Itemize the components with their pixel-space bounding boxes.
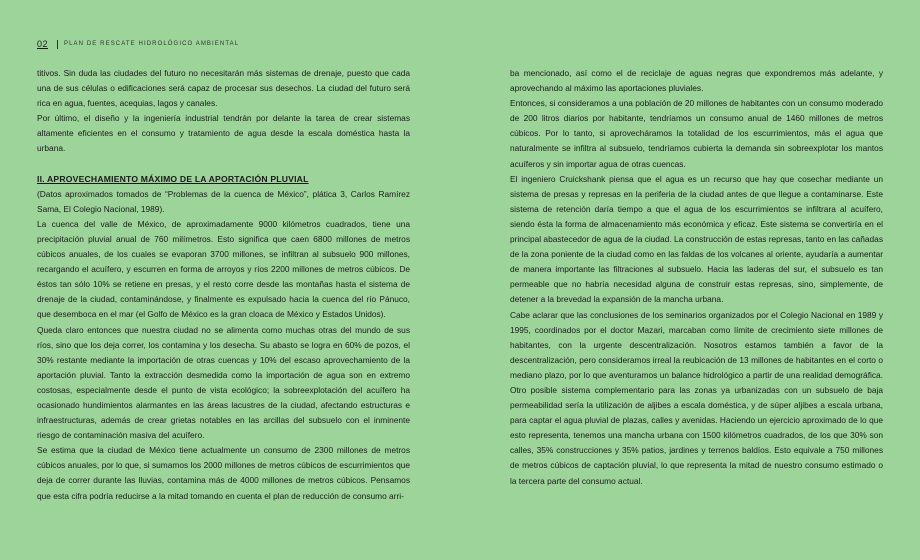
page-header	[37, 38, 239, 50]
left-text-column	[37, 66, 410, 504]
right-text-column	[510, 66, 883, 489]
paragraph: La cuenca del valle de México, de aproximadamente 9000 kilómetros cuadrados, tiene una precipitación pluvial anual de 760 milímetros. Esto significa que caen 6800 millones de metros cúbicos anuales, de los cuales se evaporan 3700 millones, se infiltran al subsuelo 900 millones, recargando el acuífero, y escurren en forma de arroyos y ríos 2200 millones de metros cúbicos. De éstos tan sólo 10% se retiene en presas, y el resto corre desde las montañas hasta el sistema de drenaje de la ciudad, contaminándose, y finalmente es expulsado hacia la cuenca del río Pánuco, que desemboca en el mar (el Golfo de México es la gran cloaca de México y Estados Unidos).	[37, 218, 410, 320]
paragraph: Queda claro entonces que nuestra ciudad no se alimenta como muchas otras del mundo de sus ríos, sino que los deja correr, los contamina y los desecha. Su abasto se logra en 60% de pozos, el 30% restante mediante la importación de otras cuencas y 10% del escaso aprovechamiento de la aportación pluvial. Tanto la extracción desmedida como la importación de agua son en extremo costosas, especialmente desde el punto de vista ecológico; la sobreexplotación del acuífero ha ocasionado hundimientos alarmantes en las áreas lacustres de la ciudad, afectando estructuras e infraestructuras, además de crear grietas notables en las arcillas del subsuelo con el inminente riesgo de contaminación masiva del acuífero.	[37, 324, 410, 441]
running-title: PLAN DE RESCATE HIDROLÓGICO AMBIENTAL	[64, 41, 240, 47]
paragraph: (Datos aproximados tomados de “Problemas de la cuenca de México”, plática 3, Carlos Ramírez Sama, El Colegio Nacional, 1989).	[37, 188, 410, 214]
paragraph: Entonces, si consideramos a una población de 20 millones de habitantes con un consumo moderado de 200 litros diarios por habitante, tendríamos un consumo anual de 1460 millones de metros cúbicos. Por lo tanto, si aprovecháramos la totalidad de los escurrimientos, más el agua que naturalmente se infiltra al subsuelo, tendríamos cubierta la demanda sin sobreexplotar los mantos acuíferos y sin importar agua de otras cuencas.	[510, 98, 883, 169]
paragraph: Se estima que la ciudad de México tiene actualmente un consumo de 2300 millones de metros cúbicos anuales, por lo que, si sumamos los 2000 millones de metros cúbicos de escurrimientos que deja de correr durante las lluvias, contamina más de 4000 millones de metros cúbicos. Pensamos que esta cifra podría reducirse a la mitad tomando en cuenta el plan de reducción de consumo arri-	[37, 445, 410, 501]
header-divider	[57, 40, 58, 49]
paragraph: Por último, el diseño y la ingeniería industrial tendrán por delante la tarea de crear sistemas altamente eficientes en el consumo y tratamiento de agua desde la escala doméstica hasta la urbana.	[37, 113, 410, 154]
paragraph: titivos. Sin duda las ciudades del futuro no necesitarán más sistemas de drenaje, puesto que cada una de sus células o edificaciones será capaz de procesar sus desechos. La ciudad del futuro será rica en agua, fuentes, acequias, lagos y canales.	[37, 68, 410, 109]
section-heading-text: II. APROVECHAMIENTO MÁXIMO DE LA APORTACIÓN PLUVIAL	[37, 173, 309, 184]
paragraph: Cabe aclarar que las conclusiones de los seminarios organizados por el Colegio Nacional en 1989 y 1995, coordinados por el doctor Mazari, marcaban como límite de crecimiento siete millones de habitantes, con la urgente descentralización. Nosotros estamos también a favor de la descentralización, pero consideramos irreal la reubicación de 13 millones de habitantes en el corto o mediano plazo, por lo que aventuramos un balance hidrológico a partir de una realidad demográfica. Otro posible sistema complementario para las zonas ya urbanizadas con un subsuelo de baja permeabilidad sería la utilización de aljibes a escala doméstica, y de súper aljibes a escala urbana, para captar el agua pluvial de plazas, calles y avenidas. Haciendo un ejercicio aproximado de lo que esto representa, tenemos una mancha urbana con 1500 kilómetros cuadrados, de los que 30% son calles, 35% construcciones y 35% patios, jardines y terrenos baldíos. Esto equivale a 750 millones de metros cúbicos de captación pluvial, lo que representa la mitad de nuestro consumo estimado o la tercera parte del consumo actual.	[510, 309, 883, 486]
page-number: 02	[37, 39, 49, 49]
paragraph: El ingeniero Cruickshank piensa que el agua es un recurso que hay que cosechar mediante un sistema de presas y represas en la periferia de la ciudad antes de que llegue a contaminarse. Este sistema de retención daría tiempo a que el agua de los escurrimientos se infiltrara al acuífero, siendo ésta la forma de almacenamiento más económica y eficaz. Este sistema se convertiría en el principal abastecedor de agua de la ciudad. La construcción de estas represas, tanto en las cañadas de la zona poniente de la ciudad como en las faldas de los volcanes al oriente, ayudaría a aumentar de manera importante las filtraciones al subsuelo. Hacia las laderas del sur, el subsuelo es tan permeable que no habría necesidad alguna de construir estas represas, sino, simplemente, de detener a la brevedad la expansión de la mancha urbana.	[510, 173, 883, 305]
section-heading	[37, 172, 410, 187]
paragraph: ba mencionado, así como el de reciclaje de aguas negras que expondremos más adelante, y aprovechando al máximo las aportaciones pluviales.	[510, 68, 883, 94]
